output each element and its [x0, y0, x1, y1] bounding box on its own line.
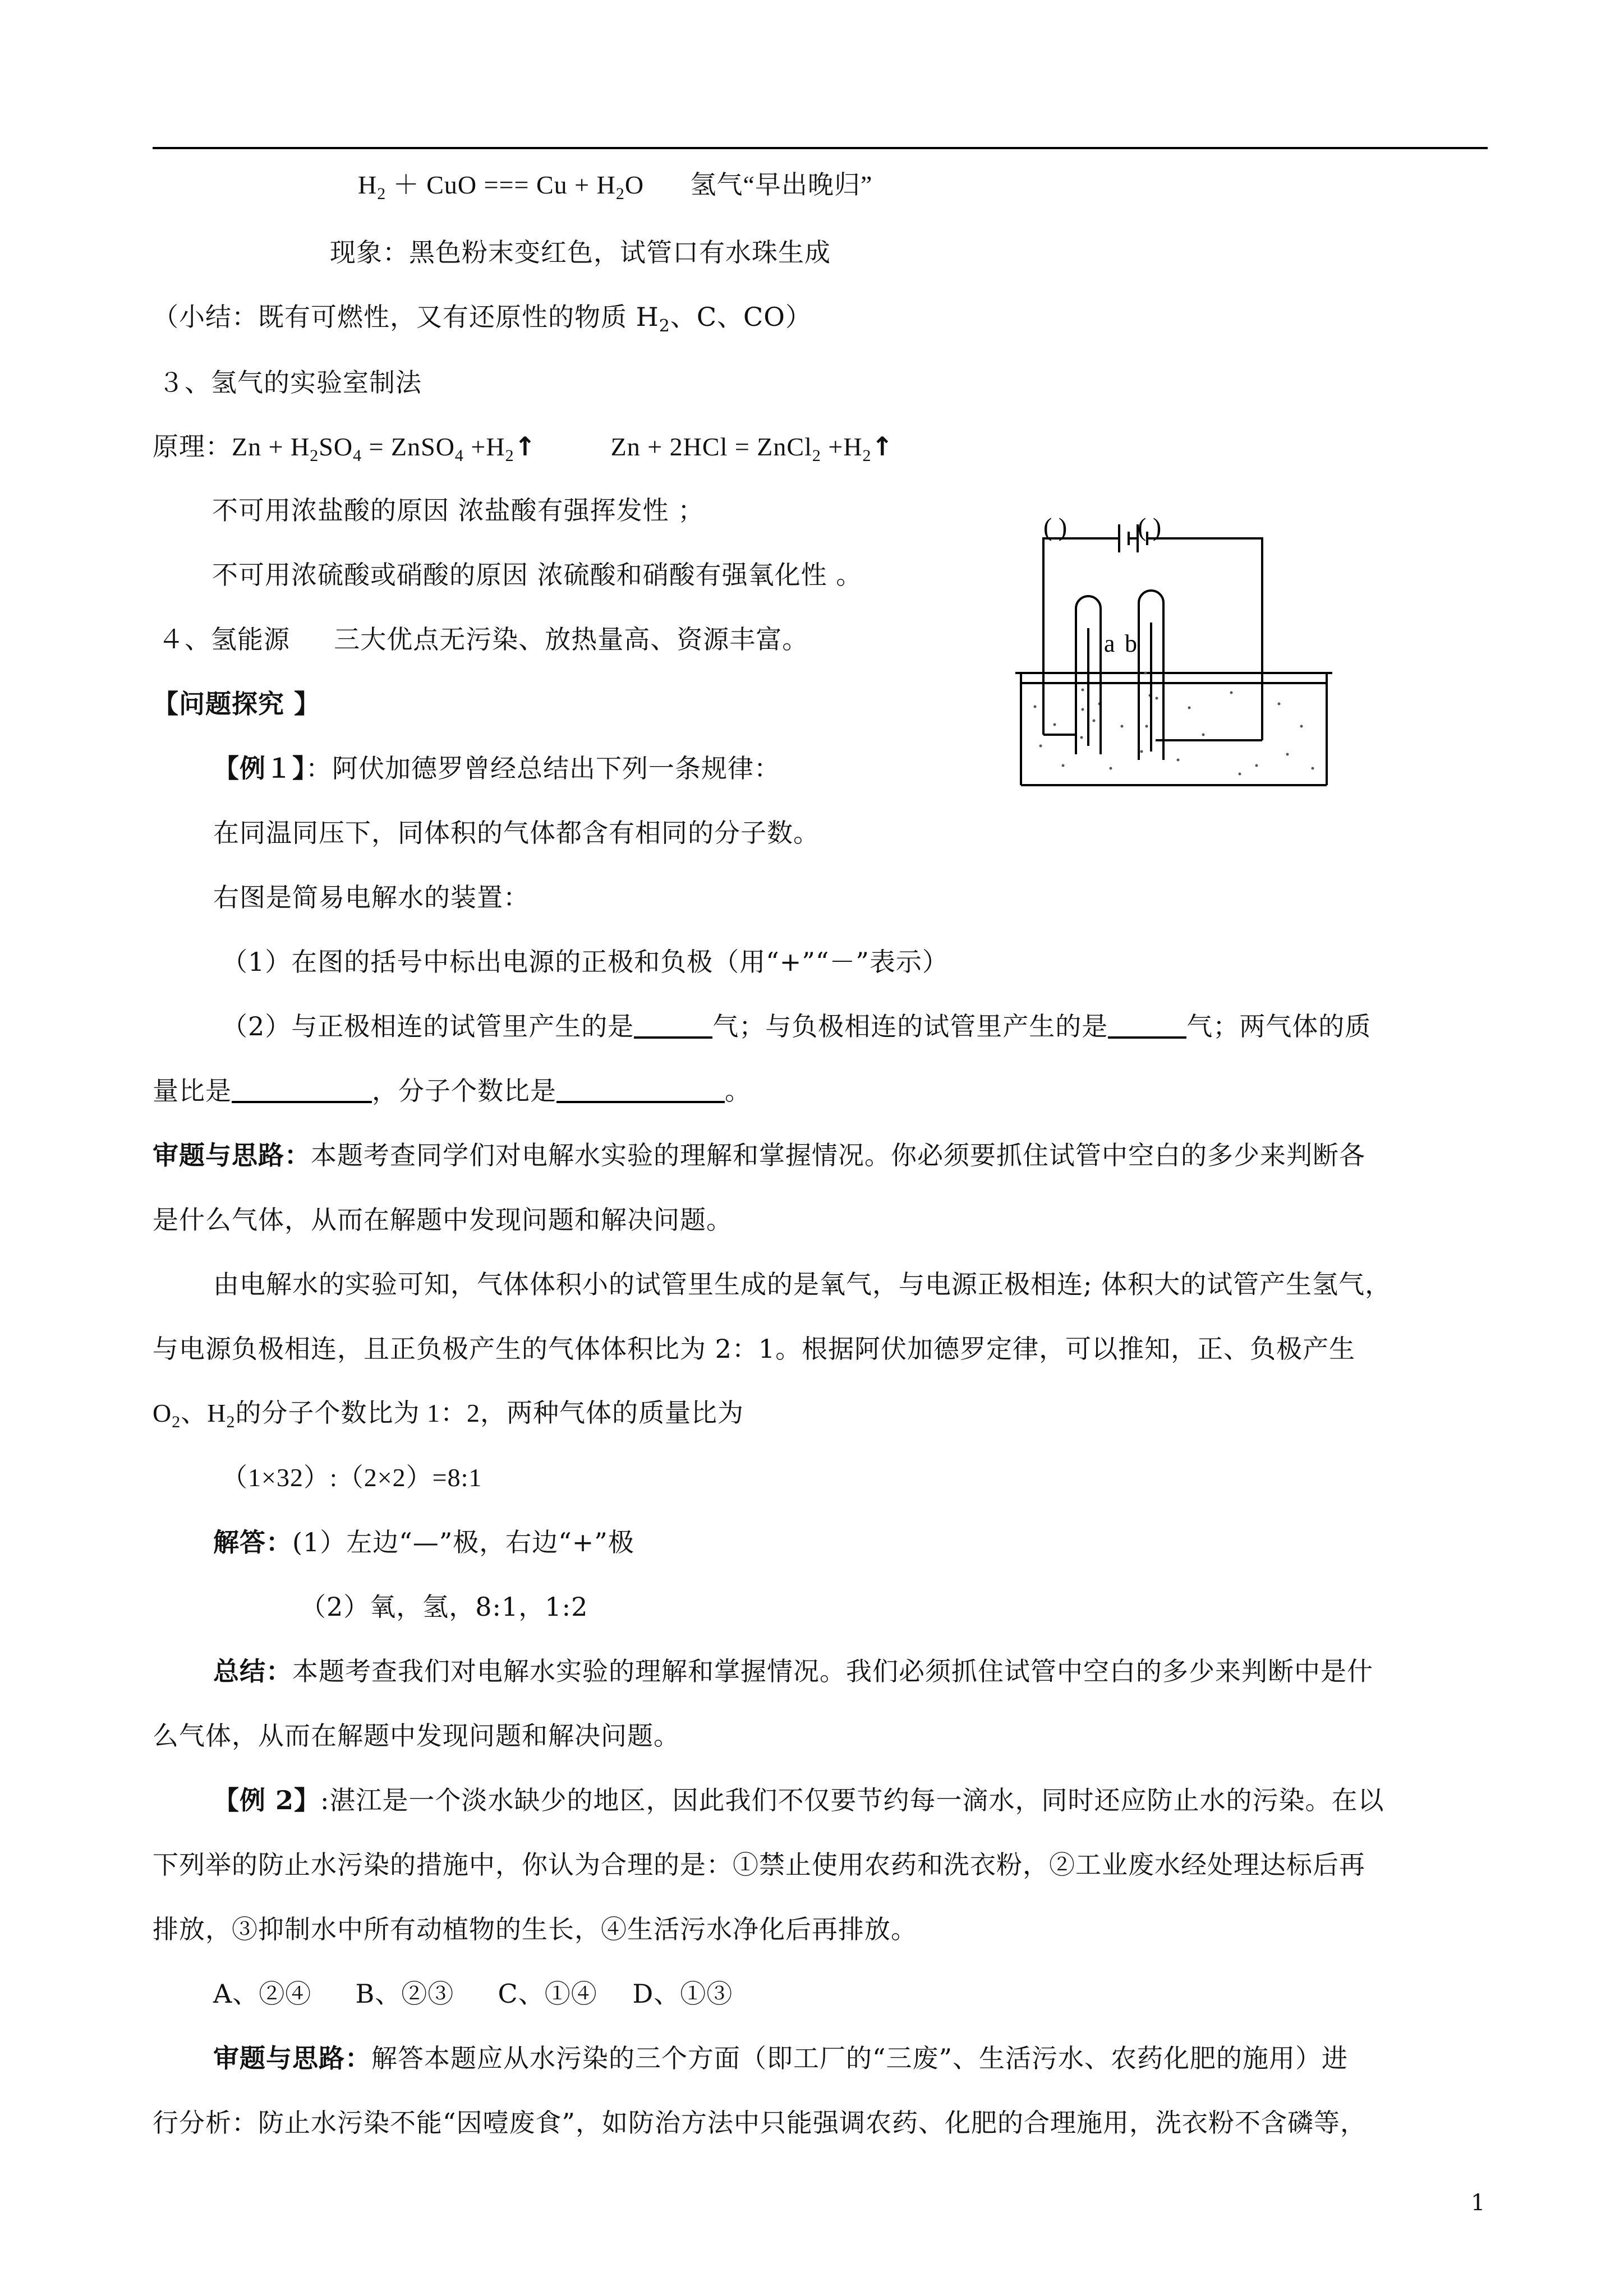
answer-blank[interactable] [1108, 1012, 1186, 1039]
principle-equations: 原理：$Zn + H_2SO_4$ = ZnSO$_4$ $+H_2↑$ Zn + 2HCl = ZnCl$_2$ $+H_2↑$ [153, 431, 894, 465]
answer-blank[interactable] [556, 1076, 725, 1103]
answer-blank[interactable] [232, 1076, 372, 1103]
conclusion-line-1: 总结：本题考查我们对电解水实验的理解和掌握情况。我们必须抓住试管中空白的多少来判断中是什 [213, 1656, 1373, 1686]
analysis-1-line-1: 审题与思路：本题考查同学们对电解水实验的理解和掌握情况。你必须要抓住试管中空白的多少来判断各 [153, 1140, 1365, 1170]
tube-a-label: a [1104, 630, 1115, 657]
explanation-line-2: 与电源负极相连，且正负极产生的气体体积比为 2：1。根据阿伏加德罗定律，可以推知，正、负极产生 [153, 1334, 1356, 1364]
mass-ratio-calculation: （1×32）:（2×2）=8:1 [222, 1463, 482, 1492]
left-electrode-bracket: ( ) [1043, 513, 1068, 541]
example-2-line-2: 下列举的防止水污染的措施中，你认为合理的是：①禁止使用农药和洗衣粉，②工业废水经处理达标后再 [153, 1850, 1365, 1880]
conclusion-line-2: 么气体，从而在解题中发现问题和解决问题。 [153, 1721, 680, 1751]
question-2-line-continued: 量比是 ，分子个数比是 。 [153, 1076, 751, 1106]
page-number: 1 [1471, 2190, 1485, 2216]
test-tube-a [1076, 596, 1101, 754]
up-arrow-icon: ↑ [514, 431, 537, 462]
section-3-heading: ３、氢气的实验室制法 [158, 367, 422, 398]
figure-intro-line: 右图是简易电解水的装置： [213, 882, 530, 912]
section-4-line: ４、氢能源 三大优点无污染、放热量高、资源丰富。 [158, 624, 809, 654]
example-2-options: A、②④ B、②③ C、①④ D、①③ [213, 1979, 733, 2009]
answer-blank[interactable] [634, 1012, 712, 1039]
example-2-line-1: 【例 2】:湛江是一个淡水缺少的地区，因此我们不仅要节约每一滴水，同时还应防止水的污染。在以 [213, 1785, 1384, 1815]
tube-b-label: b [1125, 630, 1137, 657]
header-rule [153, 147, 1488, 149]
analysis-2-line-2: 行分析：防止水污染不能“因噎废食”，如防治方法中只能强调农药、化肥的合理施用，洗衣粉不含磷等， [153, 2108, 1367, 2138]
analysis-1-line-2: 是什么气体，从而在解题中发现问题和解决问题。 [153, 1205, 733, 1235]
right-electrode-bracket: ( ) [1138, 513, 1162, 541]
test-tube-b [1139, 591, 1163, 760]
example-1-intro: 【例１】：阿伏加德罗曾经总结出下列一条规律： [213, 753, 780, 783]
summary-line: （小结：既有可燃性，又有还原性的物质 $H_2$、C、CO） [153, 302, 812, 336]
question-1-line: （1）在图的括号中标出电源的正极和负极（用“+”“－”表示） [222, 947, 949, 977]
answer-line-1: 解答：(1）左边“—”极，右边“+”极 [213, 1527, 634, 1557]
hcl-reason-line: 不可用浓盐酸的原因 浓盐酸有强挥发性 ； [212, 495, 705, 525]
reduction-equation: $H_2$ ＋ CuO === $Cu + H_2O$ 氢气“早出晚归” [358, 170, 873, 203]
question-2-line: （2）与正极相连的试管里产生的是 气；与负极相连的试管里产生的是 气；两气体的质 [222, 1011, 1372, 1041]
inquiry-heading: 【问题探究 】 [153, 689, 321, 719]
water-trough [1015, 673, 1332, 785]
avogadro-law-line: 在同温同压下，同体积的气体都含有相同的分子数。 [213, 818, 820, 848]
explanation-line-1: 由电解水的实验可知，气体体积小的试管里生成的是氧气，与电源正极相连; 体积大的试管产生氢气， [213, 1269, 1392, 1299]
electrolysis-apparatus-figure [1010, 505, 1447, 796]
explanation-line-3: $O_2$、$H_2$的分子个数比为 1：2，两种气体的质量比为 [153, 1399, 744, 1431]
acid-reason-line: 不可用浓硫酸或硝酸的原因 浓硫酸和硝酸有强氧化性 。 [212, 560, 863, 590]
phenomenon-line: 现象：黑色粉末变红色，试管口有水珠生成 [330, 237, 831, 268]
up-arrow-icon: ↑ [871, 431, 894, 462]
analysis-2-line-1: 审题与思路：解答本题应从水污染的三个方面（即工厂的“三废”、生活污水、农药化肥的施用）进 [213, 2043, 1349, 2073]
example-2-line-3: 排放，③抑制水中所有动植物的生长，④生活污水净化后再排放。 [153, 1914, 917, 1944]
answer-line-2: （2）氧，氢，8:1，1:2 [300, 1592, 588, 1622]
